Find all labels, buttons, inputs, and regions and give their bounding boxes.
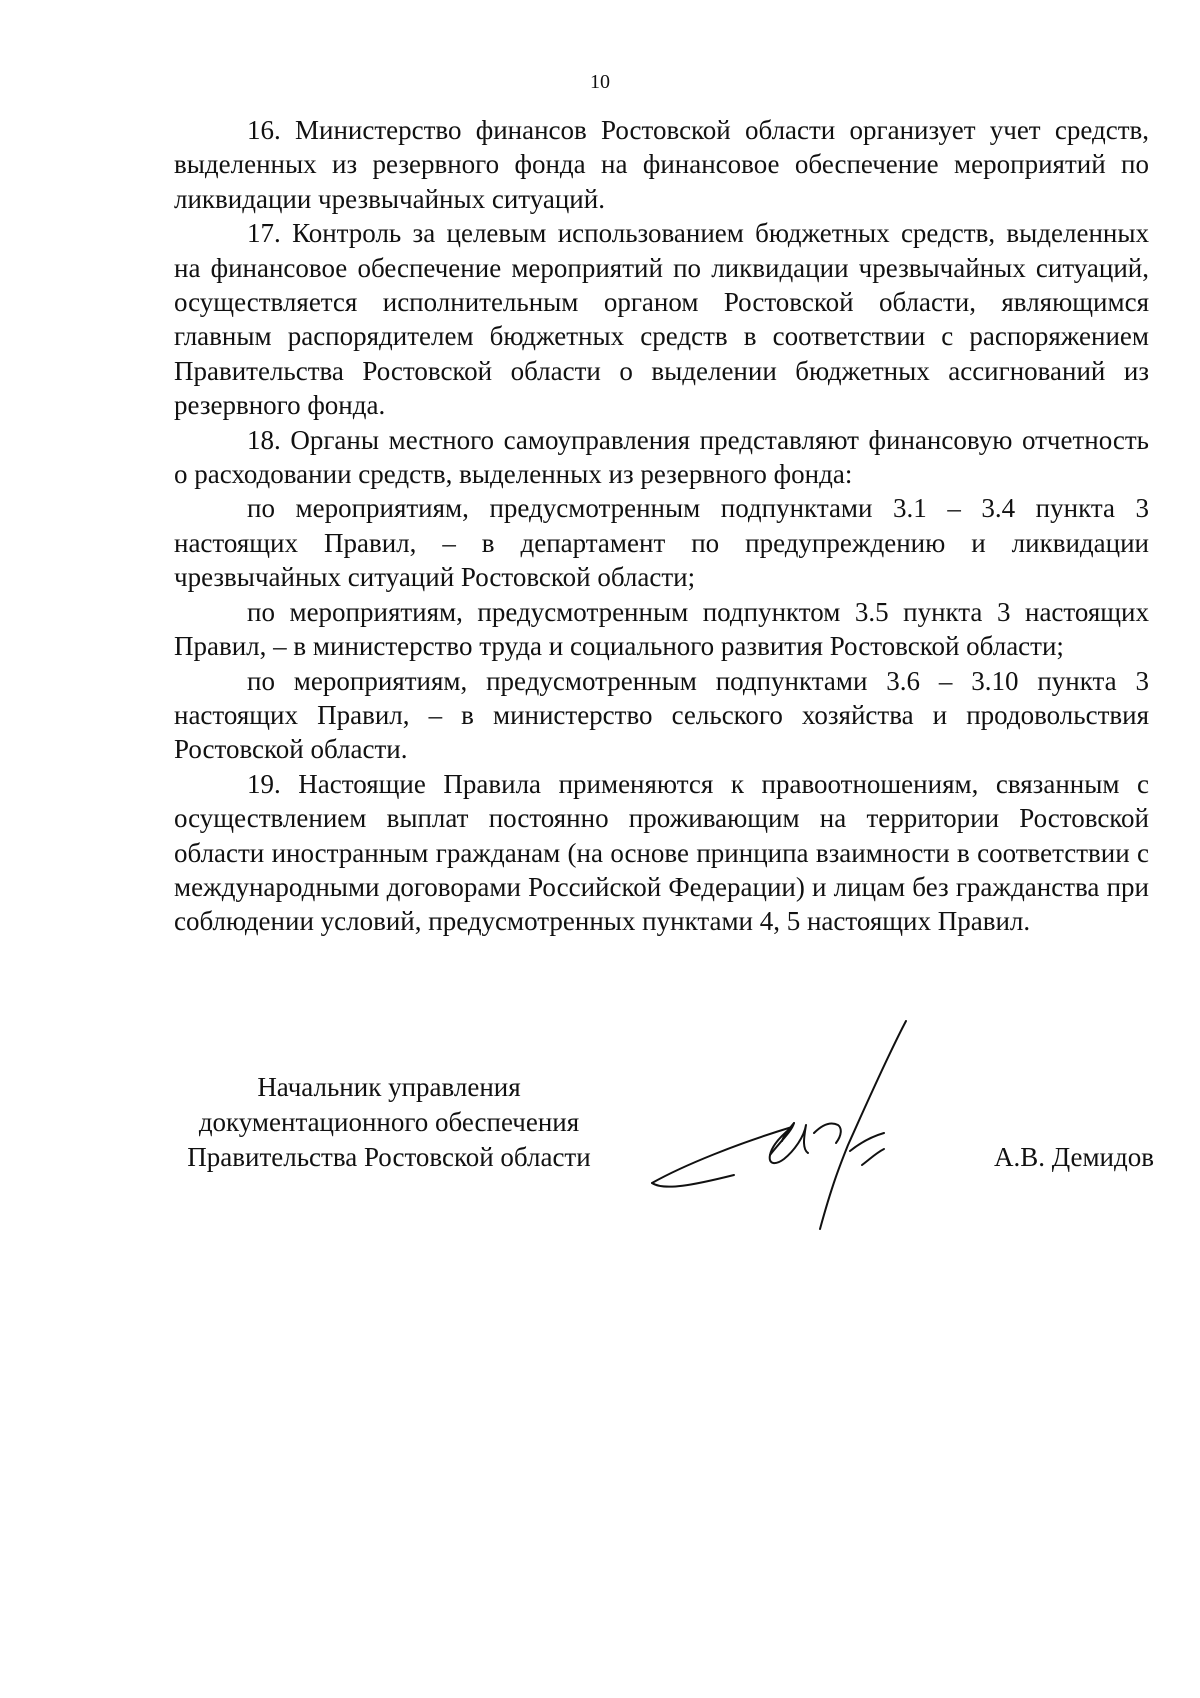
signatory-title xyxy=(174,1070,604,1175)
paragraph-18-item-2: по мероприятиям, предусмотренным подпунктом 3.5 пункта 3 настоящих Правил, – в министерство труда и социального развития Ростовской области; xyxy=(174,596,1149,662)
paragraph-18-item-3: по мероприятиям, предусмотренным подпунктами 3.6 – 3.10 пункта 3 настоящих Правил, – в министерство сельского хозяйства и продовольствия Ростовской области. xyxy=(174,665,1149,765)
signature-block xyxy=(174,1070,1154,1210)
signatory-title-line: Начальник управления xyxy=(257,1072,521,1102)
paragraph-18: 18. Органы местного самоуправления представляют финансовую отчетность о расходовании средств, выделенных из резервного фонда: xyxy=(174,424,1149,490)
paragraph-19: 19. Настоящие Правила применяются к правоотношениям, связанным с осуществлением выплат постоянно проживающим на территории Ростовской области иностранным гражданам (на основе принципа взаимности в соответствии с международными договорами Российской Федерации) и лицам без гражданства при соблюдении условий, предусмотренных пунктами 4, 5 настоящих Правил. xyxy=(174,768,1149,937)
signatory-title-line: Правительства Ростовской области xyxy=(187,1142,591,1172)
document-body xyxy=(174,113,1149,939)
handwritten-signature xyxy=(644,1015,934,1235)
signatory-name: А.В. Демидов xyxy=(993,1142,1154,1172)
paragraph-17: 17. Контроль за целевым использованием бюджетных средств, выделенных на финансовое обеспечение мероприятий по ликвидации чрезвычайных ситуаций, осуществляется исполнительным органом Ростовской области, являющимся главным распорядителем бюджетных средств в соответствии с распоряжением Правительства Ростовской области о выделении бюджетных ассигнований из резервного фонда. xyxy=(174,218,1149,421)
signatory-title-line: документационного обеспечения xyxy=(198,1107,580,1137)
paragraph-16: 16. Министерство финансов Ростовской области организует учет средств, выделенных из резервного фонда на финансовое обеспечение мероприятий по ликвидации чрезвычайных ситуаций. xyxy=(174,115,1149,214)
page-number: 10 xyxy=(590,71,610,93)
paragraph-18-item-1: по мероприятиям, предусмотренным подпунктами 3.1 – 3.4 пункта 3 настоящих Правил, – в департамент по предупреждению и ликвидации чрезвычайных ситуаций Ростовской области; xyxy=(174,493,1149,593)
